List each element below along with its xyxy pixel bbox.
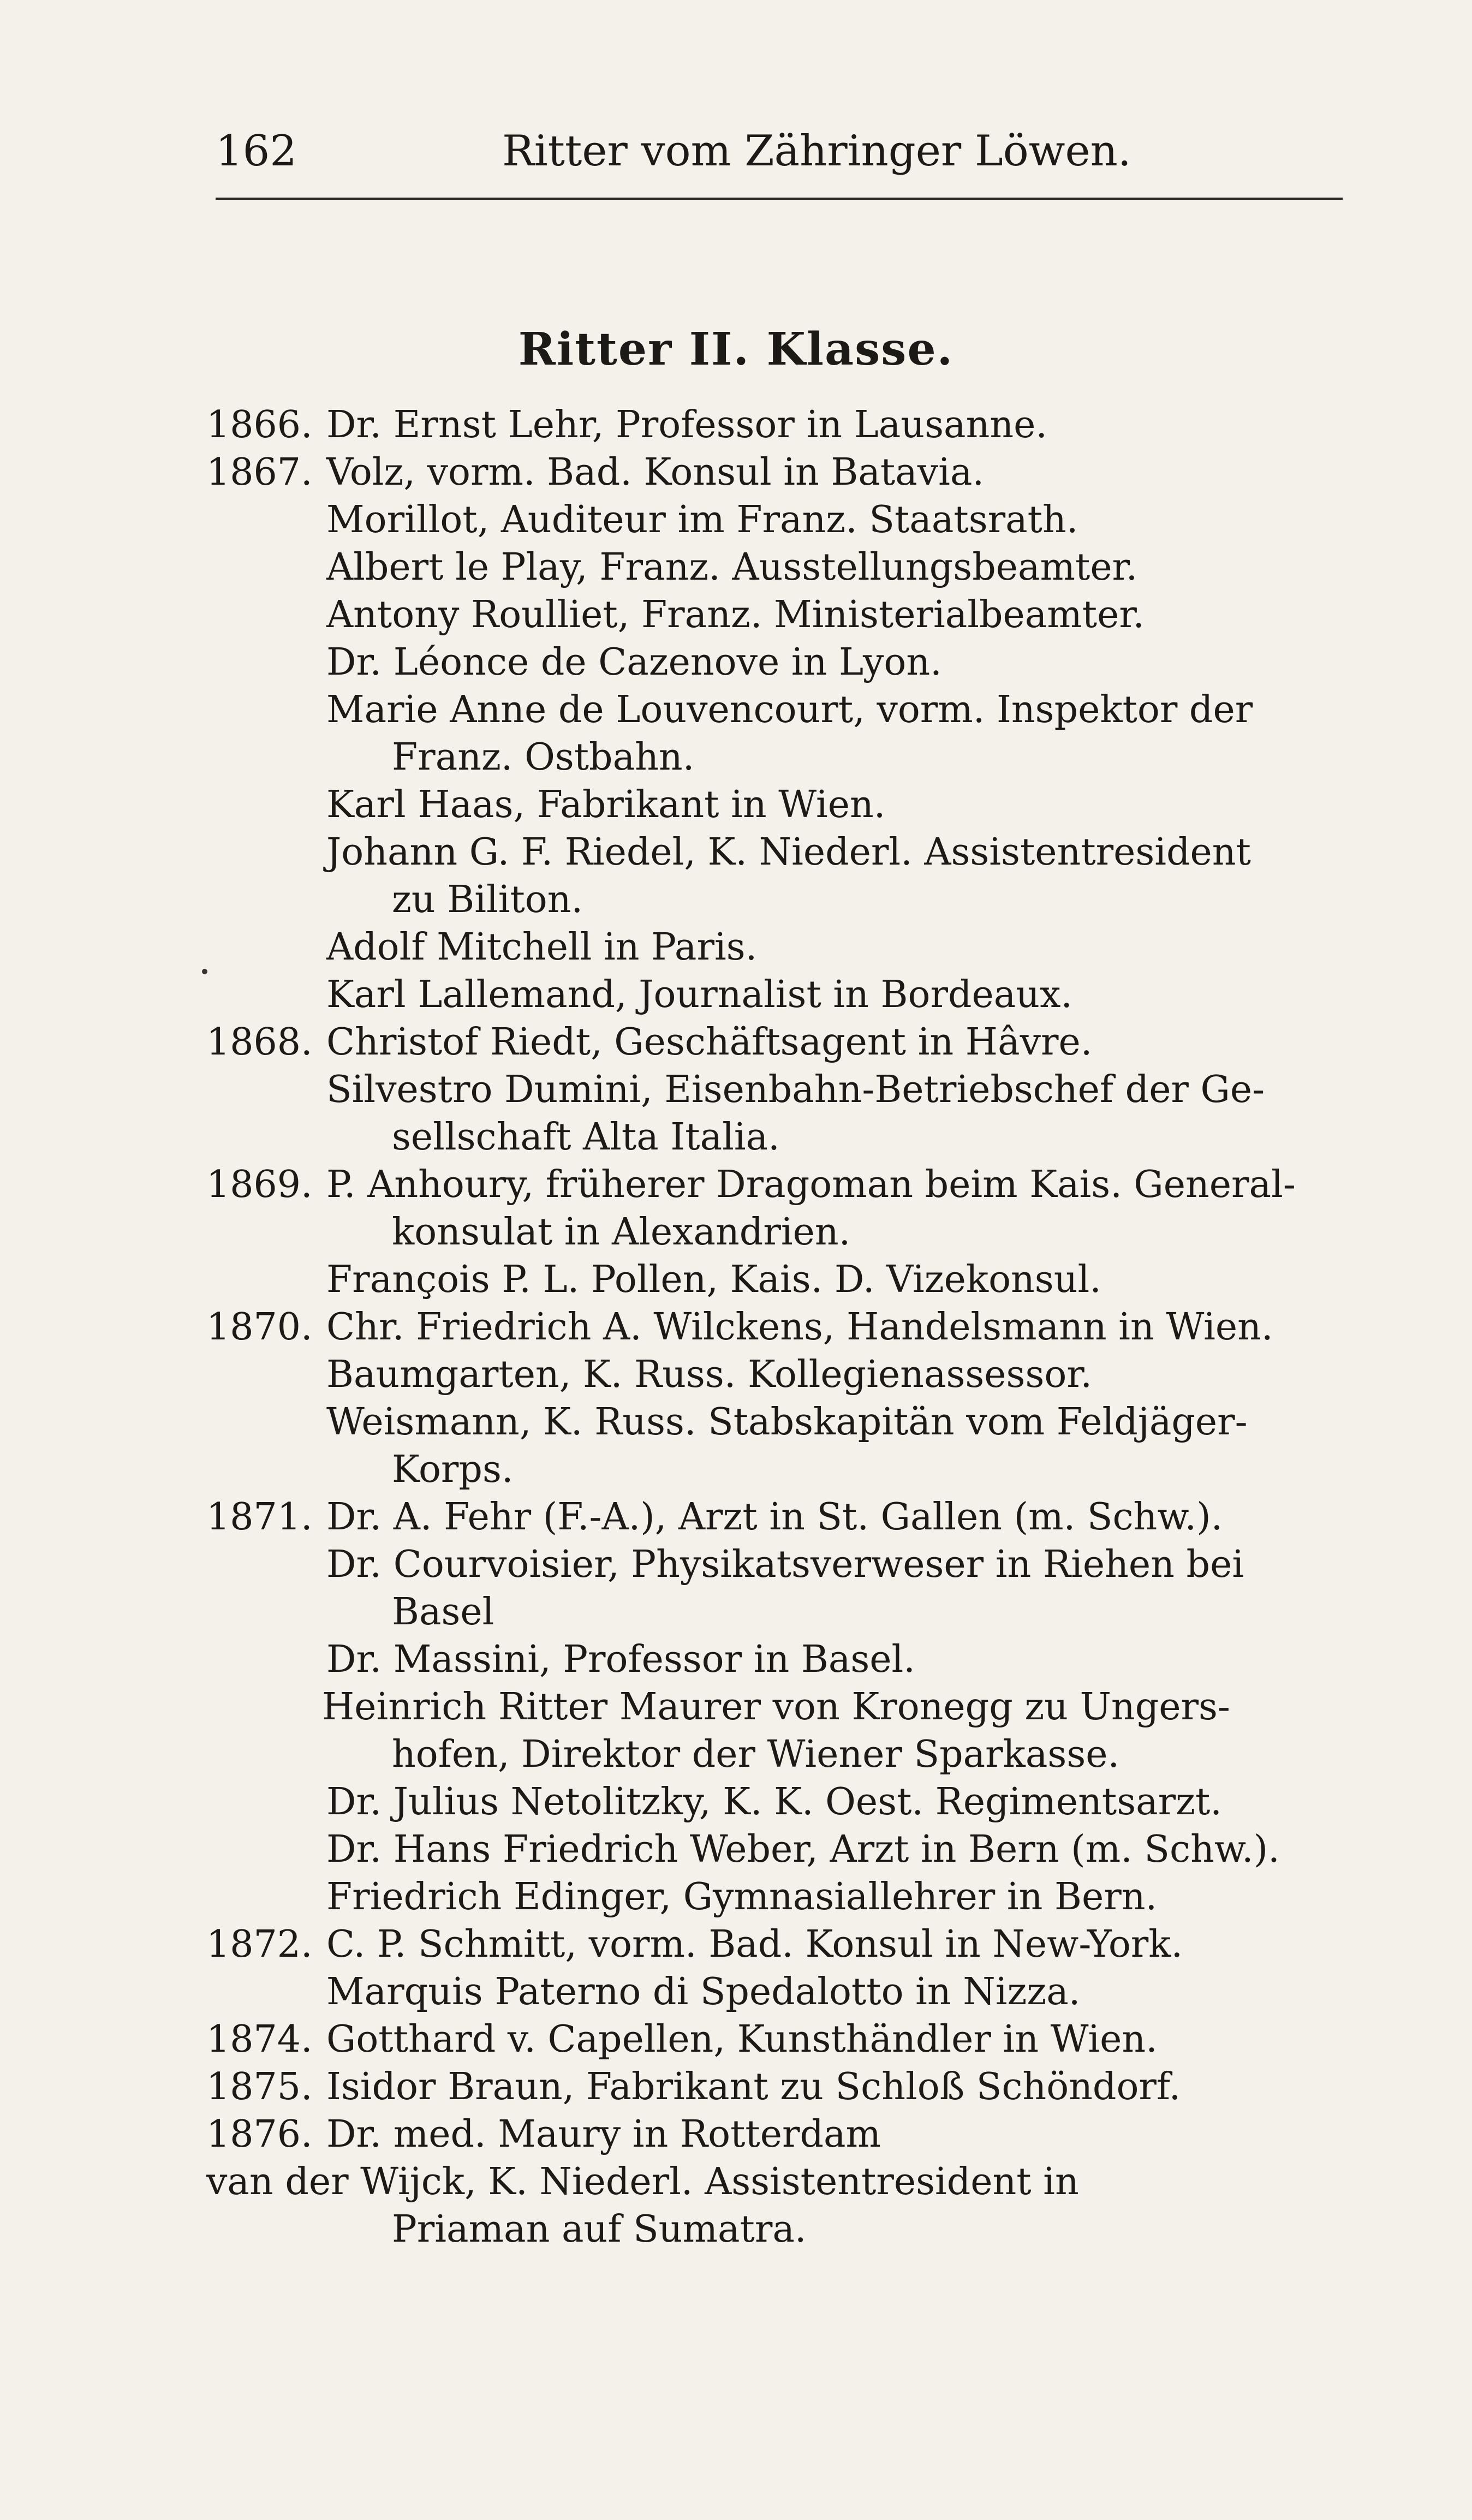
entry-text: Basel bbox=[392, 1590, 494, 1634]
list-item bbox=[206, 544, 1342, 591]
entry-text: Marquis Paterno di Spedalotto in Nizza. bbox=[326, 1970, 1081, 2013]
entry-text: Dr. Léonce de Cazenove in Lyon. bbox=[326, 641, 942, 684]
entry-text: Karl Lallemand, Journalist in Bordeaux. bbox=[326, 973, 1073, 1016]
entry-text: Heinrich Ritter Maurer von Kronegg zu Ungers- bbox=[322, 1685, 1230, 1729]
list-item bbox=[206, 2063, 1342, 2111]
entry-text: P. Anhoury, früherer Dragoman beim Kais. General- bbox=[326, 1163, 1296, 1206]
entry-text: sellschaft Alta Italia. bbox=[392, 1116, 780, 1159]
entry-text: Antony Roulliet, Franz. Ministerialbeamter. bbox=[326, 593, 1145, 636]
list-item bbox=[206, 591, 1342, 639]
list-item bbox=[206, 2158, 1342, 2206]
entry-year: 1872. bbox=[206, 1923, 313, 1966]
list-item bbox=[206, 1256, 1342, 1303]
entry-text: Dr. Ernst Lehr, Professor in Lausanne. bbox=[326, 403, 1048, 446]
entry-text: C. P. Schmitt, vorm. Bad. Konsul in New-York. bbox=[326, 1923, 1183, 1966]
entry-text: van der Wijck, K. Niederl. Assistentresident in bbox=[206, 2160, 1079, 2203]
running-head bbox=[216, 121, 1343, 181]
list-item bbox=[206, 1731, 1342, 1778]
list-item bbox=[206, 1588, 1342, 1636]
ink-speck bbox=[202, 969, 207, 974]
entry-year: 1871. bbox=[206, 1496, 313, 1539]
list-item bbox=[206, 401, 1342, 449]
list-item bbox=[206, 449, 1342, 496]
list-item bbox=[206, 1636, 1342, 1683]
entry-text: Adolf Mitchell in Paris. bbox=[326, 926, 758, 969]
list-item bbox=[206, 1446, 1342, 1493]
entry-list bbox=[206, 401, 1342, 2253]
list-item bbox=[206, 2206, 1342, 2253]
entry-text: Korps. bbox=[392, 1448, 514, 1491]
list-item bbox=[206, 876, 1342, 924]
entry-text: zu Biliton. bbox=[392, 878, 583, 921]
entry-text: Christof Riedt, Geschäftsagent in Hâvre. bbox=[326, 1021, 1093, 1064]
list-item bbox=[206, 829, 1342, 876]
list-item bbox=[206, 781, 1342, 829]
entry-year: 1867. bbox=[206, 451, 313, 494]
entry-year: 1868. bbox=[206, 1021, 313, 1064]
list-item bbox=[206, 1398, 1342, 1446]
entry-text: Dr. Courvoisier, Physikatsverweser in Riehen bei bbox=[326, 1543, 1244, 1586]
page-number: 162 bbox=[216, 127, 297, 176]
entry-text: Volz, vorm. Bad. Konsul in Batavia. bbox=[326, 451, 985, 494]
list-item bbox=[206, 1208, 1342, 1256]
list-item bbox=[206, 1683, 1342, 1731]
list-item bbox=[206, 1826, 1342, 1873]
list-item bbox=[206, 1161, 1342, 1208]
entry-text: Franz. Ostbahn. bbox=[392, 736, 695, 779]
entry-text: konsulat in Alexandrien. bbox=[392, 1211, 851, 1254]
list-item bbox=[206, 924, 1342, 971]
entry-text: Morillot, Auditeur im Franz. Staatsrath. bbox=[326, 498, 1078, 541]
list-item bbox=[206, 639, 1342, 686]
entry-year: 1874. bbox=[206, 2018, 313, 2061]
entry-text: Isidor Braun, Fabrikant zu Schloß Schöndorf. bbox=[326, 2065, 1181, 2108]
list-item bbox=[206, 1541, 1342, 1588]
list-item bbox=[206, 1968, 1342, 2016]
list-item bbox=[206, 1066, 1342, 1113]
header-rule bbox=[216, 198, 1343, 200]
list-item bbox=[206, 2111, 1342, 2158]
entry-text: Dr. A. Fehr (F.-A.), Arzt in St. Gallen (m. Schw.). bbox=[326, 1496, 1223, 1539]
list-item bbox=[206, 1113, 1342, 1161]
entry-text: Karl Haas, Fabrikant in Wien. bbox=[326, 783, 886, 826]
entry-text: hofen, Direktor der Wiener Sparkasse. bbox=[392, 1733, 1120, 1776]
list-item bbox=[206, 971, 1342, 1018]
list-item bbox=[206, 686, 1342, 734]
entry-text: Priaman auf Sumatra. bbox=[392, 2208, 807, 2251]
list-item bbox=[206, 1778, 1342, 1826]
entry-text: Dr. Julius Netolitzky, K. K. Oest. Regimentsarzt. bbox=[326, 1780, 1222, 1824]
running-title: Ritter vom Zähringer Löwen. bbox=[502, 127, 1131, 176]
entry-text: Johann G. F. Riedel, K. Niederl. Assistentresident bbox=[326, 831, 1251, 874]
entry-year: 1875. bbox=[206, 2065, 313, 2108]
entry-text: Baumgarten, K. Russ. Kollegienassessor. bbox=[326, 1353, 1092, 1396]
list-item bbox=[206, 1873, 1342, 1921]
list-item bbox=[206, 496, 1342, 544]
entry-text: Gotthard v. Capellen, Kunsthändler in Wien. bbox=[326, 2018, 1158, 2061]
entry-text: Dr. Hans Friedrich Weber, Arzt in Bern (m. Schw.). bbox=[326, 1828, 1280, 1871]
entry-text: Chr. Friedrich A. Wilckens, Handelsmann in Wien. bbox=[326, 1306, 1273, 1349]
entry-text: Friedrich Edinger, Gymnasiallehrer in Bern. bbox=[326, 1875, 1158, 1919]
list-item bbox=[206, 1493, 1342, 1541]
entry-text: Dr. med. Maury in Rotterdam bbox=[326, 2113, 881, 2156]
section-heading: Ritter II. Klasse. bbox=[518, 323, 954, 376]
list-item bbox=[206, 1921, 1342, 1968]
entry-text: Dr. Massini, Professor in Basel. bbox=[326, 1638, 915, 1681]
entry-text: François P. L. Pollen, Kais. D. Vizekonsul. bbox=[326, 1258, 1101, 1301]
entry-text: Albert le Play, Franz. Ausstellungsbeamter. bbox=[326, 546, 1138, 589]
entry-text: Weismann, K. Russ. Stabskapitän vom Feldjäger- bbox=[326, 1401, 1248, 1444]
list-item bbox=[206, 2016, 1342, 2063]
entry-text: Marie Anne de Louvencourt, vorm. Inspektor der bbox=[326, 688, 1253, 731]
entry-year: 1866. bbox=[206, 403, 313, 446]
entry-year: 1870. bbox=[206, 1306, 313, 1349]
list-item bbox=[206, 1303, 1342, 1351]
entry-text: Silvestro Dumini, Eisenbahn-Betriebschef der Ge- bbox=[326, 1068, 1265, 1111]
list-item bbox=[206, 734, 1342, 781]
list-item bbox=[206, 1018, 1342, 1066]
list-item bbox=[206, 1351, 1342, 1398]
entry-year: 1869. bbox=[206, 1163, 313, 1206]
entry-year: 1876. bbox=[206, 2113, 313, 2156]
